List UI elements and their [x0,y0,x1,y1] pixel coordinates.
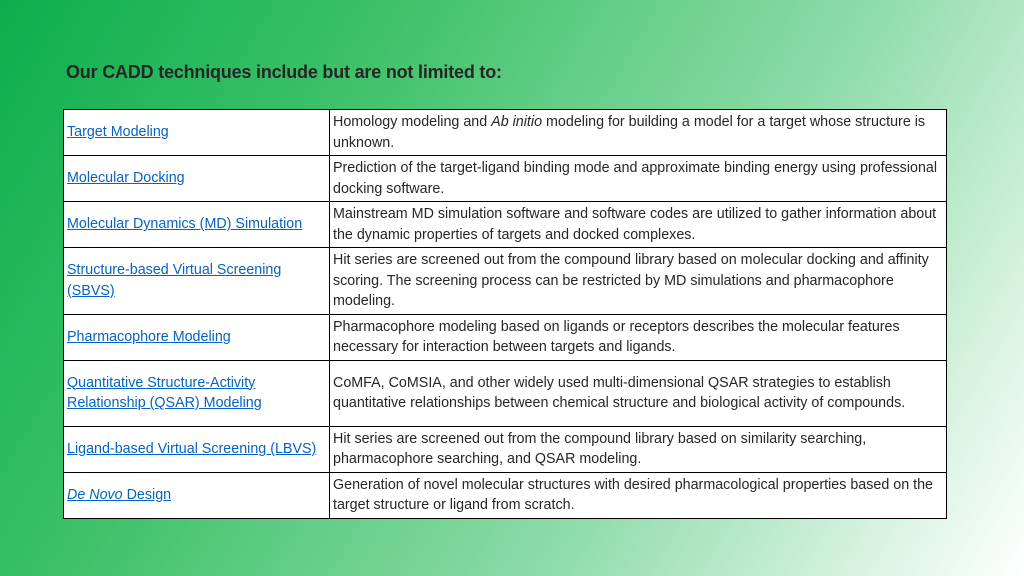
technique-cell [64,156,330,202]
technique-text: Design [122,486,172,503]
link-sbvs[interactable]: Structure-based Virtual Screening (SBVS) [67,262,282,299]
description-text: Pharmacophore modeling based on ligands or receptors describes the molecular features necessary for interaction between targets and ligands. [330,314,947,360]
technique-cell [64,314,330,360]
link-pharmacophore-modeling[interactable]: Pharmacophore Modeling [67,328,231,345]
table-row [64,202,947,248]
table-row [64,360,947,426]
description-text: Prediction of the target-ligand binding mode and approximate binding energy using professional docking software. [330,156,947,202]
technique-cell [64,360,330,426]
description-text: modeling for building a model for a target whose structure is unknown. [333,114,926,151]
link-qsar-modeling[interactable]: Quantitative Structure-Activity Relationship (QSAR) Modeling [67,374,262,411]
technique-cell [64,472,330,518]
description-text: CoMFA, CoMSIA, and other widely used multi-dimensional QSAR strategies to establish quantitative relationships between chemical structure and biological activity of compounds. [330,360,947,426]
table-row [64,248,947,315]
link-md-simulation[interactable]: Molecular Dynamics (MD) Simulation [67,216,303,233]
page-title: Our CADD techniques include but are not limited to: [66,62,502,82]
description-text: Hit series are screened out from the compound library based on molecular docking and affinity scoring. The screening process can be restricted by MD simulations and pharmacophore modeling. [330,248,947,315]
technique-cell [64,426,330,472]
description-text: Homology modeling and [333,114,492,130]
technique-italic-text: De Novo [67,486,123,503]
description-cell [330,110,947,156]
table-row [64,426,947,472]
link-molecular-docking[interactable]: Molecular Docking [67,170,185,187]
technique-cell [64,202,330,248]
description-text: Generation of novel molecular structures with desired pharmacological properties based on the target structure or ligand from scratch. [330,472,947,518]
technique-cell [64,248,330,315]
table-row [64,110,947,156]
table-row [64,314,947,360]
description-italic-text: Ab initio [491,114,543,130]
description-text: Mainstream MD simulation software and software codes are utilized to gather information about the dynamic properties of targets and docked complexes. [330,202,947,248]
technique-cell [64,110,330,156]
link-de-novo-design[interactable] [67,487,171,503]
table-row [64,156,947,202]
table-row [64,472,947,518]
link-target-modeling[interactable]: Target Modeling [67,124,169,141]
techniques-table [63,109,947,519]
link-lbvs[interactable]: Ligand-based Virtual Screening (LBVS) [67,440,317,457]
description-text: Hit series are screened out from the compound library based on similarity searching, pharmacophore searching, and QSAR modeling. [330,426,947,472]
